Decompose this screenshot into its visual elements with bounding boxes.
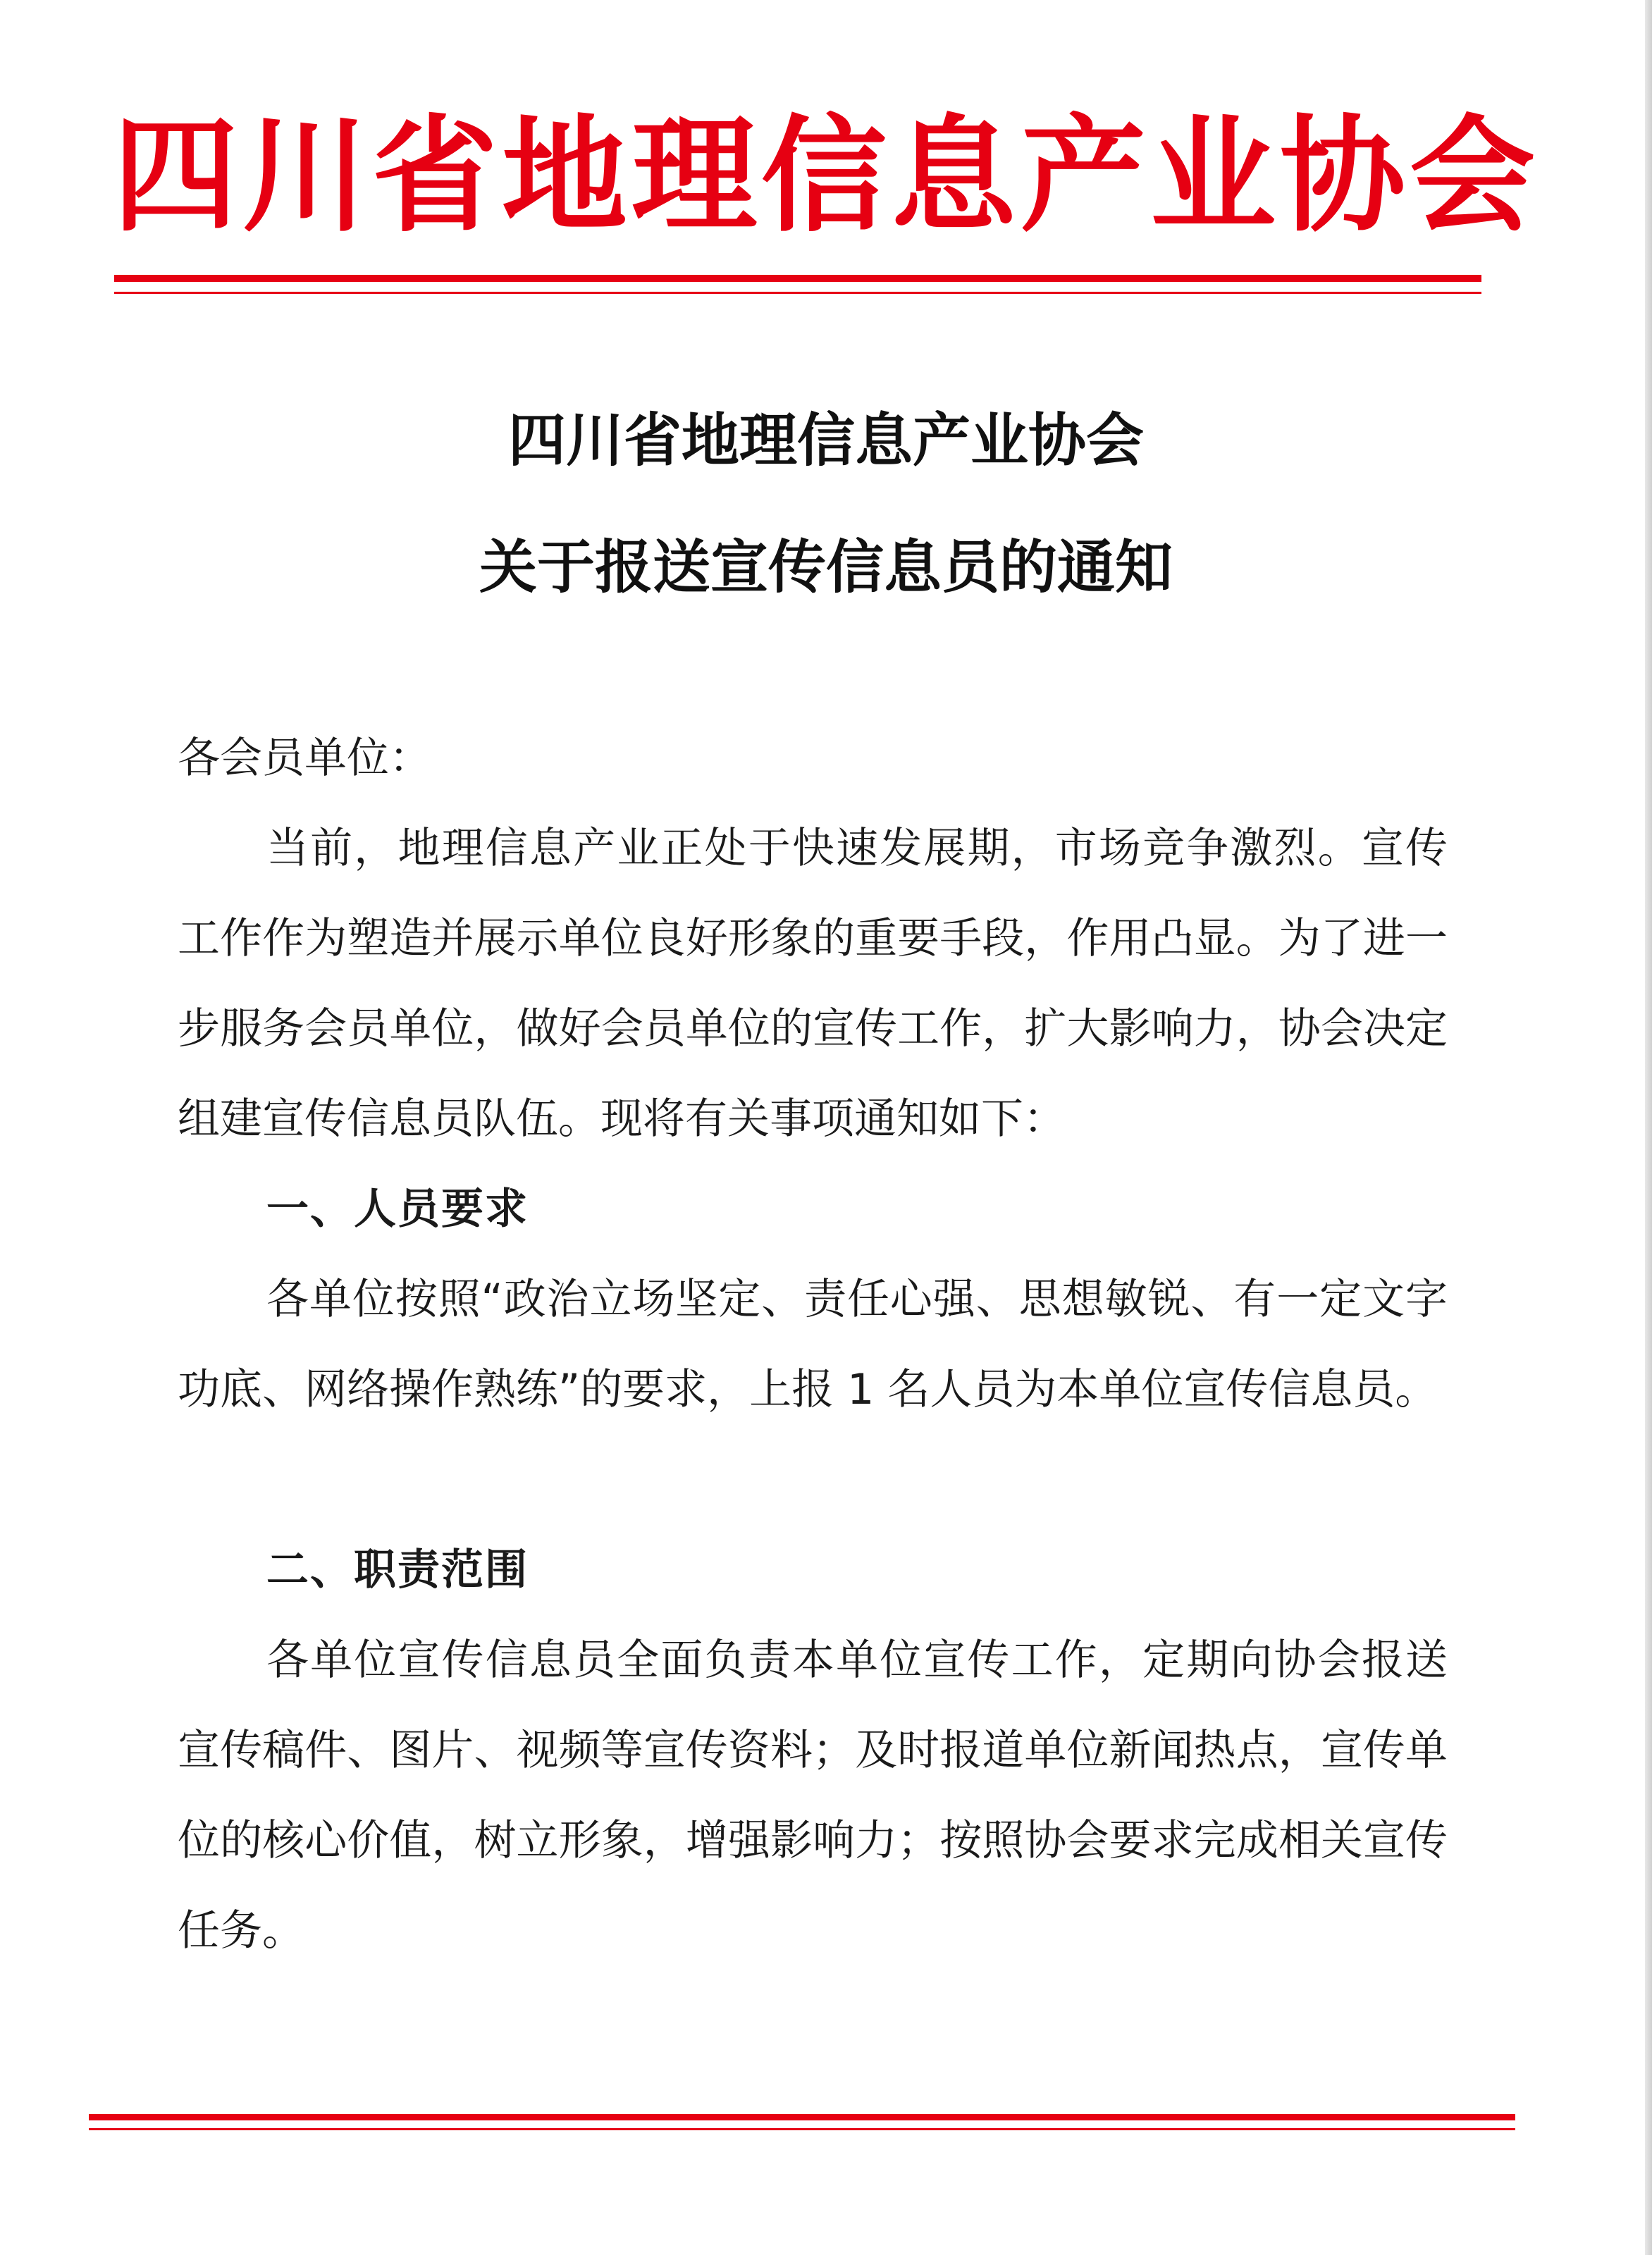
section1-body: 各单位按照“政治立场坚定、责任心强、思想敏锐、有一定文字功底、网络操作熟练”的要求，上报 1 名人员为本单位宣传信息员。	[178, 1275, 1448, 1414]
section1-body-block	[178, 1254, 1448, 1435]
section2-body-block	[178, 1615, 1448, 1976]
scan-edge	[1645, 0, 1652, 2255]
section2-heading: 二、职责范围	[266, 1545, 529, 1595]
section2-heading-block	[178, 1525, 1448, 1615]
document-title-line1: 四川省地理信息产业协会	[507, 407, 1144, 474]
section1-heading-block	[178, 1164, 1448, 1254]
letterhead-rule-thick	[114, 275, 1481, 282]
intro-paragraph-block	[178, 803, 1448, 1164]
letterhead-rule-thin	[114, 292, 1481, 294]
section2-body: 各单位宣传信息员全面负责本单位宣传工作，定期向协会报送宣传稿件、图片、视频等宣传资料；及时报道单位新闻热点，宣传单位的核心价值，树立形象，增强影响力；按照协会要求完成相关宣传任务。	[178, 1636, 1448, 1956]
footer-rule-thick	[89, 2114, 1515, 2120]
letterhead-org-name: 四川省地理信息产业协会	[113, 103, 1539, 249]
salutation: 各会员单位：	[178, 734, 431, 783]
footer-rule-thin	[89, 2128, 1515, 2130]
section1-heading: 一、人员要求	[266, 1185, 529, 1234]
document-title-line2: 关于报送宣传信息员的通知	[479, 533, 1173, 601]
intro-paragraph: 当前，地理信息产业正处于快速发展期，市场竞争激烈。宣传工作作为塑造并展示单位良好形象的重要手段，作用凸显。为了进一步服务会员单位，做好会员单位的宣传工作，扩大影响力，协会决定组建宣传信息员队伍。现将有关事项通知如下：	[178, 824, 1448, 1144]
